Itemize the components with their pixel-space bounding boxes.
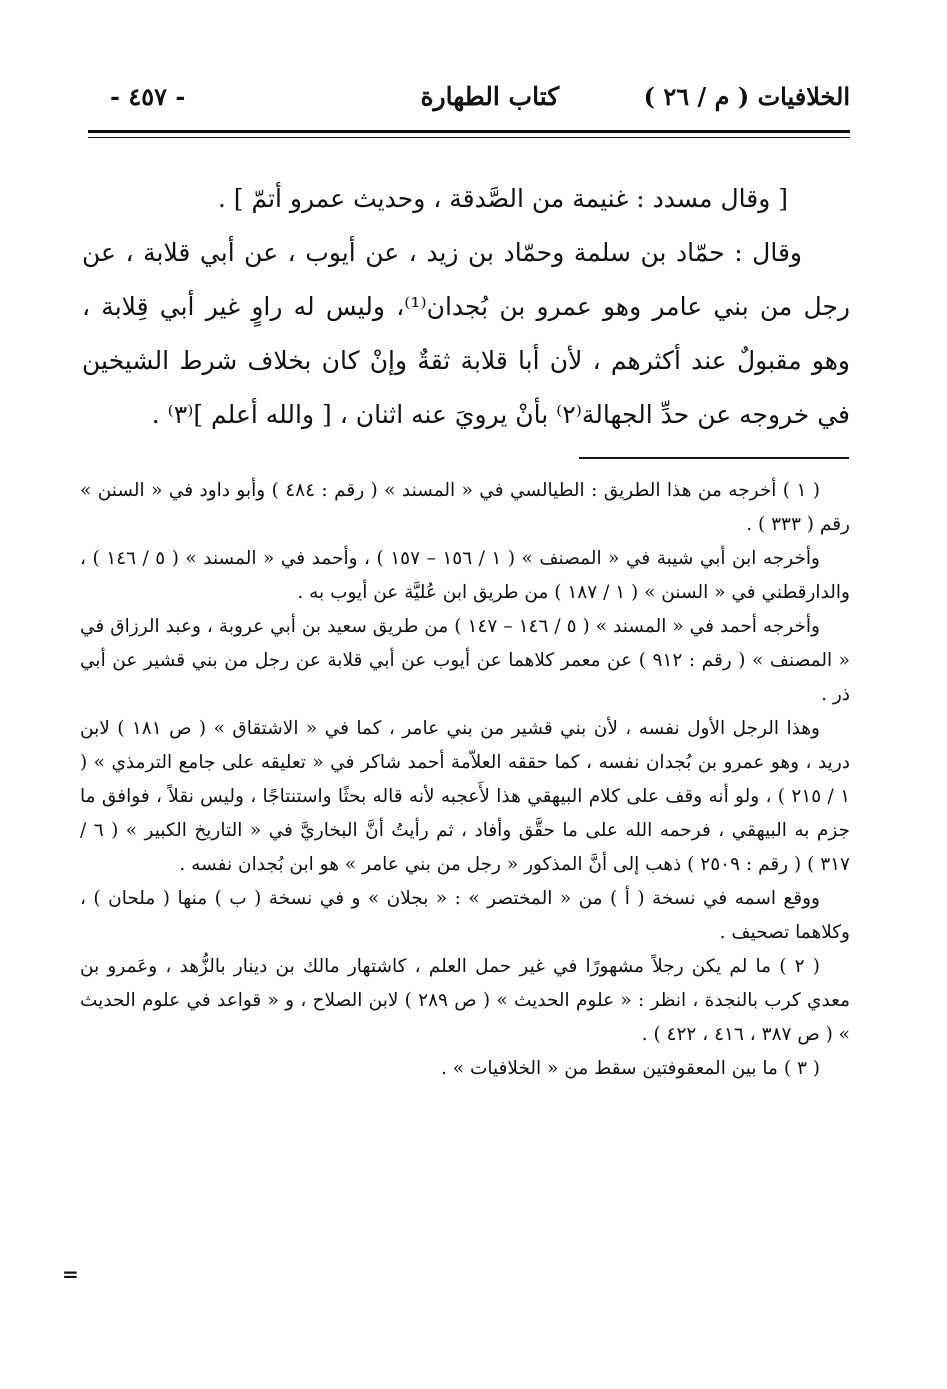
page-header xyxy=(88,82,850,122)
footnote-1-part-b: وأخرجه ابن أبي شيبة في « المصنف » ( ١ / ١٥٦ – ١٥٧ ) ، وأحمد في « المسند » ( ٥ / ١٤٦ ) ، والدارقطني في « السنن » ( ١ / ١٨٧ ) من طريق ابن عُليَّة عن أيوب به . xyxy=(80,548,850,603)
footnote-separator xyxy=(579,457,849,459)
footnote-1-part-e: ووقع اسمه في نسخة ( أ ) من « المختصر » : « بجلان » و في نسخة ( ب ) منها ( ملحان ) ، وكلاهما تصحيف . xyxy=(80,888,850,943)
main-paragraph-2: وقال : حمّاد بن سلمة وحمّاد بن زيد ، عن أيوب ، عن أبي قلابة ، عن رجل من بني عامر وهو عمرو بن بُجدان⁽¹⁾، وليس له راوٍ غير أبي قِلابة ، وهو مقبولٌ عند أكثرهم ، لأن أبا قلابة ثقةٌ وإنْ كان بخلاف شرط الشيخين في خروجه عن حدِّ الجهالة⁽٢⁾ بأنْ يرويَ عنه اثنان ، [ والله أعلم ]⁽٣⁾ . xyxy=(82,238,850,429)
continuation-mark: = xyxy=(62,1262,79,1286)
footnote-2: ( ٢ ) ما لم يكن رجلاً مشهورًا في غير حمل العلم ، كاشتهار مالك بن دينار بالزُّهد ، وعَمرو بن معدي كرب بالنجدة ، انظر : « علوم الحديث » ( ص ٢٨٩ ) لابن الصلاح ، و « قواعد في علوم الحديث » ( ص ٣٨٧ ، ٤١٦ ، ٤٢٢ ) . xyxy=(80,956,851,1045)
running-head-book-title: كتاب الطهارة xyxy=(420,82,560,111)
main-paragraph-1: [ وقال مسدد : غنيمة من الصَّدقة ، وحديث عمرو أتمّ ] . xyxy=(217,184,788,213)
header-rule-thin xyxy=(88,137,850,138)
main-text xyxy=(82,172,850,442)
footnote-1-part-d: وهذا الرجل الأول نفسه ، لأن بني قشير من بني عامر ، كما في « الاشتقاق » ( ص ١٨١ ) لابن دريد ، وهو عمرو بن بُجدان نفسه ، كما حققه العلاّمة أحمد شاكر في « تعليقه على جامع الترمذي » ( ١ / ٢١٥ ) ، ولو أنه وقف على كلام البيهقي هذا لأَعجبه لأنه قاله بحثًا واستنتاجًا ، وليس نقلاً ، فوافق ما جزم به البيهقي ، فرحمه الله على ما حقَّق وأفاد ، ثم رأيتُ أنَّ البخاريَّ في « التاريخ الكبير » ( ٦ / ٣١٧ ) ( رقم : ٢٥٠٩ ) ذهب إلى أنَّ المذكور « رجل من بني عامر » هو ابن بُجدان نفسه . xyxy=(80,718,850,875)
footnote-3: ( ٣ ) ما بين المعقوفتين سقط من « الخلافيات » . xyxy=(440,1058,820,1079)
footnote-1-part-c: وأخرجه أحمد في « المسند » ( ٥ / ١٤٦ – ١٤٧ ) من طريق سعيد بن أبي عروبة ، وعبد الرزاق في « المصنف » ( رقم : ٩١٢ ) عن معمر كلاهما عن أيوب عن أبي قلابة عن رجل من بني قشير عن أبي ذر . xyxy=(80,616,851,705)
header-rule-thick xyxy=(88,130,850,133)
footnote-1-part-a: ( ١ ) أخرجه من هذا الطريق : الطيالسي في « المسند » ( رقم : ٤٨٤ ) وأبو داود في « السنن » رقم ( ٣٣٣ ) . xyxy=(80,480,850,535)
footnotes xyxy=(80,474,850,1086)
running-head-section: الخلافيات ( م / ٢٦ ) xyxy=(643,82,850,111)
page-number: - ٤٥٧ - xyxy=(110,82,186,111)
